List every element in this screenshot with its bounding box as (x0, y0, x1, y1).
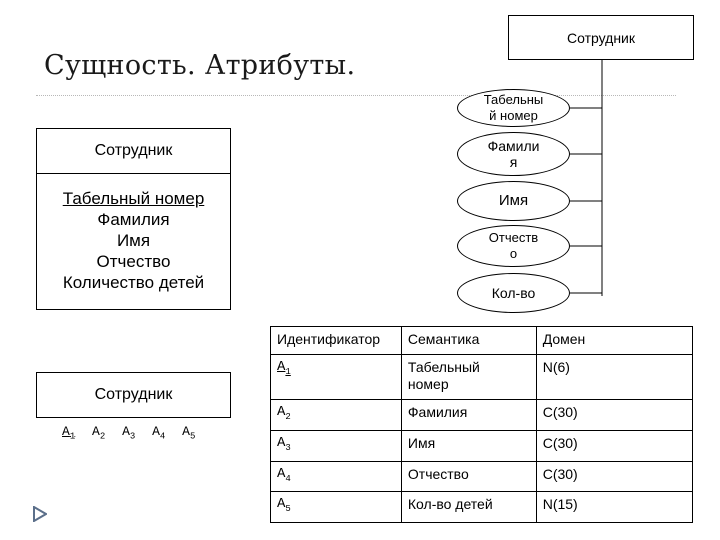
entity-box-attributes (36, 173, 231, 310)
cell-domain: N(6) (536, 355, 692, 400)
entity-attribute: Имя (116, 231, 151, 250)
cell-identifier: $A_3$ (271, 430, 402, 461)
small-entity-attribute-list (62, 424, 195, 442)
cell-identifier: $A_1$ (271, 355, 402, 400)
cell-identifier: $A_4$ (271, 461, 402, 492)
cell-semantic: Фамилия (401, 400, 536, 431)
cell-identifier: $A_2$ (271, 400, 402, 431)
table-row (271, 355, 693, 400)
column-header-identifier: Идентификатор (271, 327, 402, 355)
table-row (271, 400, 693, 431)
cell-domain: C(30) (536, 430, 692, 461)
cell-semantic: Имя (401, 430, 536, 461)
cell-domain: N(15) (536, 492, 692, 523)
attribute-ellipse-1: Табельны й номер (457, 89, 570, 127)
entity-attribute: Количество детей (62, 273, 205, 292)
attribute-ellipse-4: Отчеств о (457, 225, 570, 267)
small-entity-box (36, 372, 231, 418)
small-entity-attr: $A_5$ (182, 424, 196, 442)
bullet-triangle (34, 507, 46, 521)
entity-attribute: Отчество (96, 252, 171, 271)
entity-box-name: Сотрудник (94, 142, 173, 159)
cell-domain: C(30) (536, 400, 692, 431)
table-row (271, 492, 693, 523)
slide-title: Сущность. Атрибуты. (44, 50, 356, 81)
entity-attribute: Фамилия (97, 210, 170, 229)
table-header-row (271, 327, 693, 355)
top-entity-name: Сотрудник (566, 29, 635, 46)
table-row (271, 461, 693, 492)
cell-domain: C(30) (536, 461, 692, 492)
entity-attribute: Табельный номер (62, 189, 205, 208)
attribute-ellipse-5: Кол-во (457, 273, 570, 313)
table-row (271, 430, 693, 461)
small-entity-name: Сотрудник (94, 386, 173, 403)
small-entity-attr: $A_2$ (92, 424, 106, 442)
cell-semantic: Отчество (401, 461, 536, 492)
cell-semantic: Кол-во детей (401, 492, 536, 523)
column-header-domain: Домен (536, 327, 692, 355)
small-entity-attr: $A_4$ (152, 424, 166, 442)
small-entity-attr: $A_1$ (62, 424, 76, 442)
slide-bullet-icon (33, 506, 47, 522)
cell-semantic: Табельный номер (401, 355, 536, 400)
attribute-table (270, 326, 693, 523)
attribute-ellipse-2: Фамили я (457, 132, 570, 176)
cell-identifier: $A_5$ (271, 492, 402, 523)
column-header-semantics: Семантика (401, 327, 536, 355)
small-entity-attr: $A_3$ (122, 424, 136, 442)
attribute-ellipse-3: Имя (457, 181, 570, 221)
entity-box-header (36, 128, 231, 174)
